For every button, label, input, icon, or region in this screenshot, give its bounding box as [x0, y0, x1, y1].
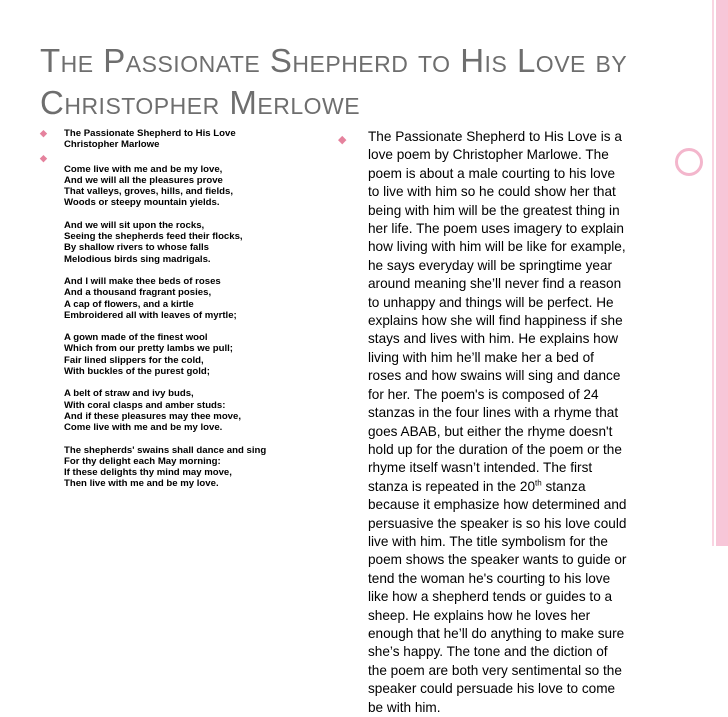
poem-heading-item [40, 128, 310, 151]
poem-stanza: The shepherds' swains shall dance and sing For thy delight each May morning: If these delights thy mind may move, Then live with me and be my love. [64, 444, 267, 490]
decorative-circle [675, 148, 703, 176]
ordinal-suffix: th [535, 478, 542, 488]
analysis-item [338, 128, 630, 717]
right-edge-line [712, 0, 714, 546]
diamond-bullet-icon: ◆ [338, 134, 347, 146]
diamond-bullet-icon: ◆ [40, 152, 47, 163]
slide-title [40, 40, 680, 124]
poem-stanza: Come live with me and be my love, And we will all the pleasures prove That valleys, groves, hills, and fields, Woods or steepy mountain yields. [64, 163, 234, 209]
poem-stanza: A gown made of the finest wool Which from our pretty lambs we pull; Fair lined slippers for the cold, With buckles of the purest gold; [64, 332, 233, 378]
poem-stanzas-item [40, 153, 310, 490]
analysis-column [338, 128, 630, 715]
poem-stanza: And I will make thee beds of roses And a thousand fragrant posies, A cap of flowers, and a kirtle Embroidered all with leaves of myrtle; [64, 275, 237, 321]
right-edge-bar [716, 0, 728, 546]
poem-heading: The Passionate Shepherd to His Love Christopher Marlowe [64, 128, 236, 151]
analysis-text-part-1: The Passionate Shepherd to His Love is a love poem by Christopher Marlowe. The poem is about a male courting to his love to live with him so he could show her that being with him will be the greatest thing in her life. The poem uses imagery to explain how living with him will be like for example, he says everyday will be springtime year around meaning she’ll never find a reason to unhappy and things will be perfect. He explains how she will find happiness if she stays and lives with him. He explains how living with him he’ll make her a bed of roses and how swains will sing and dance for her. The poem's is composed of 24 stanzas in the four lines with a rhyme that goes ABAB, but either the rhyme doesn't hold up for the duration of the poem or the rhyme itself wasn’t intended. The first stanza is repeated in the 20 [368, 129, 626, 494]
diamond-bullet-icon: ◆ [40, 128, 47, 138]
poem-column [40, 128, 310, 501]
analysis-text-part-2: stanza because it emphasize how determined and persuasive the speaker is so his love could live with him. The title symbolism for the poem shows the speaker wants to guide or tend the woman he's courting to his love like how a shepherd tends or guides to a sheep. He explains how he loves her enough that he’ll do anything to make sure she’s happy. The tone and the diction of the poem are both very sentimental so the speaker could persuade his love to come be with him. [368, 478, 627, 715]
poem-stanza: A belt of straw and ivy buds, With coral clasps and amber studs: And if these pleasures may thee move, Come live with me and be my love. [64, 388, 242, 434]
poem-stanza: And we will sit upon the rocks, Seeing the shepherds feed their flocks, By shallow rivers to whose falls Melodious birds sing madrigals. [64, 219, 243, 265]
title-line-1: The Passionate Shepherd to His Love by [40, 42, 628, 79]
title-line-2: Christopher Merlowe [40, 84, 361, 121]
